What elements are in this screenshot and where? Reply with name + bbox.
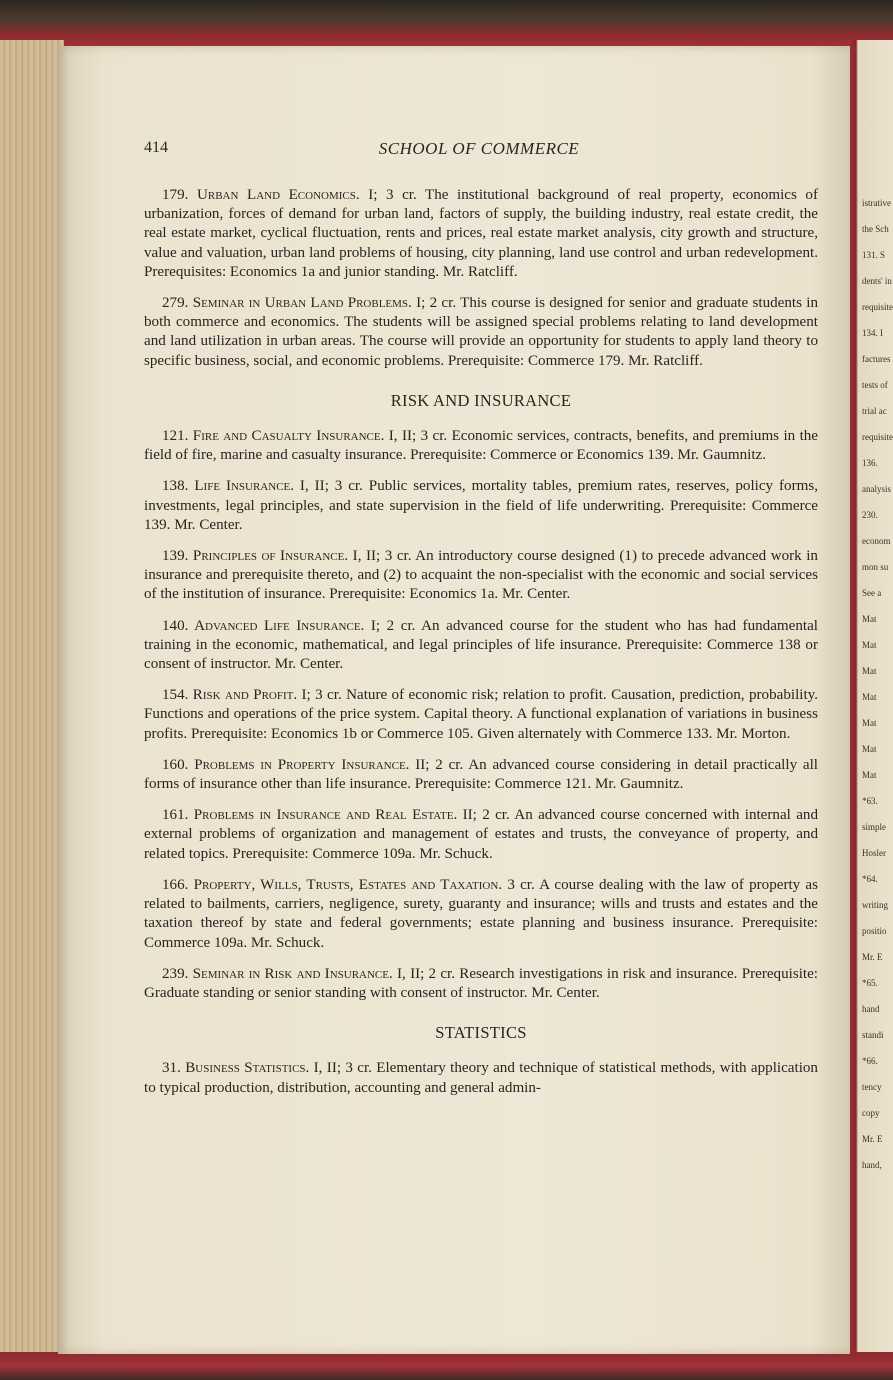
margin-fragment: Hosler: [862, 848, 886, 858]
margin-fragment: tests of: [862, 380, 888, 390]
course-title: 179. Urban Land Economics.: [162, 187, 360, 203]
margin-fragment: *64.: [862, 874, 878, 884]
course-title: 31. Business Statistics.: [162, 1060, 310, 1077]
course-entry: [144, 686, 818, 744]
margin-fragment: tency: [862, 1082, 882, 1092]
margin-fragment: See a: [862, 588, 882, 598]
margin-fragment: Mat: [862, 666, 877, 676]
margin-fragment: istrative: [862, 198, 891, 208]
course-title: 279. Seminar in Urban Land Problems.: [162, 295, 412, 312]
course-title: 139. Principles of Insurance.: [162, 548, 349, 565]
margin-fragment: the Sch: [862, 224, 889, 234]
course-entry: [144, 756, 818, 794]
margin-fragment: Mat: [862, 770, 877, 780]
course-title: 166. Property, Wills, Trusts, Estates and Taxation.: [162, 876, 503, 893]
margin-fragment: writing: [862, 900, 888, 910]
page-header: [144, 139, 814, 163]
margin-fragment: trial ac: [862, 406, 887, 416]
margin-fragment: mon su: [862, 562, 889, 572]
urban-land-courses: [144, 186, 818, 371]
book-page: [58, 46, 850, 1354]
statistics-courses: [144, 1059, 818, 1097]
course-description: I; 2 cr. This course is designed for senior and graduate students in both commerce and economics. The students will be assigned special problems relating to land development and land utilization in urban areas. The course will provide an opportunity for students to apply land theory to specific business, social, and economic problems. Prerequisite: Commerce 179. Mr. Ratcliff.: [144, 295, 818, 369]
course-entry: [144, 617, 818, 675]
page-stack-left: [0, 40, 64, 1360]
facing-page-fragments: [862, 190, 893, 1170]
margin-fragment: requisite: [862, 302, 893, 312]
course-description: I, II; 3 cr. Elementary theory and technique of statistical methods, with application to typical production, distribution, accounting and general admin-: [144, 1060, 818, 1096]
margin-fragment: 134. I: [862, 328, 883, 338]
book-binding-top: [0, 0, 893, 48]
course-title: 154. Risk and Profit.: [162, 687, 298, 704]
course-description: I, II; 3 cr. An introductory course designed (1) to precede advanced work in insurance and prerequisite thereto, and (2) to acquaint the non-specialist with the economic and social services of the institution of insurance. Prerequisite: Economics 1a. Mr. Center.: [144, 548, 818, 603]
course-entry: [144, 965, 818, 1003]
course-title: 138. Life Insurance.: [162, 478, 295, 495]
course-entry: [144, 294, 818, 371]
course-description: I; 3 cr. Nature of economic risk; relation to profit. Causation, prediction, probability. Functions and operations of the price system. Capital theory. A functional explanation of variations in business profits. Prerequisite: Economics 1b or Commerce 105. Given alternately with Commerce 133. Mr. Morton.: [144, 687, 818, 742]
course-entry: [144, 186, 818, 282]
margin-fragment: hand,: [862, 1160, 882, 1170]
course-entry: [144, 806, 818, 864]
course-title: 140. Advanced Life Insurance.: [162, 617, 365, 634]
margin-fragment: 230.: [862, 510, 878, 520]
margin-fragment: *63.: [862, 796, 878, 806]
margin-fragment: econom: [862, 536, 891, 546]
margin-fragment: Mat: [862, 640, 877, 650]
margin-fragment: Mat: [862, 692, 877, 702]
margin-fragment: hand: [862, 1004, 880, 1014]
margin-fragment: Mr. E: [862, 952, 883, 962]
course-title: 161. Problems in Insurance and Real Estate.: [162, 807, 458, 824]
course-entry: [144, 477, 818, 535]
margin-fragment: dents' in: [862, 276, 892, 286]
course-description: I; 2 cr. An advanced course for the student who has had fundamental training in the economic, mathematical, and legal principles of life insurance. Prerequisite: Commerce 138 or consent of instructor. Mr. Center.: [144, 617, 819, 673]
course-description: I; 3 cr. The institutional background of real property, economics of urbanization, forces of demand for urban land, factors of supply, the building industry, real estate credit, the real estate market, cyclical fluctuation, rents and prices, real estate market analysis, city growth and structure, value and valuation, urban land problems of housing, city planning, land use control and urban redevelopment. Prerequisites: Economics 1a and junior standing. Mr. Ratcliff.: [144, 187, 818, 280]
course-title: 160. Problems in Property Insurance.: [162, 756, 410, 773]
course-description: I, II; 3 cr. Public services, mortality tables, premium rates, reserves, policy forms, investments, legal principles, and state supervision in the field of life underwriting. Prerequisite: Commerce 139. Mr. Center.: [144, 478, 818, 533]
course-entry: [144, 1059, 818, 1097]
insurance-courses: [144, 427, 818, 1003]
margin-fragment: Mat: [862, 744, 877, 754]
margin-fragment: *65.: [862, 978, 878, 988]
margin-fragment: simple: [862, 822, 886, 832]
margin-fragment: 136.: [862, 458, 878, 468]
page-content: [144, 186, 818, 1110]
margin-fragment: requisite: [862, 432, 893, 442]
course-title: 121. Fire and Casualty Insurance.: [162, 428, 385, 445]
page-number: 414: [144, 139, 168, 156]
margin-fragment: 131. S: [862, 250, 886, 260]
course-description: II; 2 cr. An advanced course concerned with internal and external problems of organization and management of estates and trusts, the conveyance of property, and related topics. Prerequisite: Commerce 109a. Mr. Schuck.: [144, 807, 818, 862]
margin-fragment: standi: [862, 1030, 884, 1040]
course-description: I, II; 2 cr. Research investigations in risk and insurance. Prerequisite: Graduate standing or senior standing with consent of instructor. Mr. Center.: [144, 965, 818, 1001]
margin-fragment: positio: [862, 926, 887, 936]
course-entry: [144, 427, 818, 465]
course-entry: [144, 547, 818, 605]
margin-fragment: *66.: [862, 1056, 878, 1066]
margin-fragment: copy: [862, 1108, 880, 1118]
course-description: I, II; 3 cr. Economic services, contracts, benefits, and premiums in the field of fire, marine and casualty insurance. Prerequisite: Commerce or Economics 139. Mr. Gaumnitz.: [144, 428, 819, 464]
margin-fragment: Mat: [862, 614, 877, 624]
margin-fragment: factures: [862, 354, 891, 364]
running-title: SCHOOL OF COMMERCE: [378, 139, 580, 158]
margin-fragment: analysis: [862, 484, 891, 494]
course-description: 3 cr. A course dealing with the law of property as related to bailments, carriers, negligence, surety, guaranty and insurance; wills and trusts and estates and the taxation thereof by state and federal governments; estate planning and business insurance. Prerequisite: Commerce 109a. Mr. Schuck.: [144, 876, 819, 951]
section-heading-risk: RISK AND INSURANCE: [390, 390, 572, 410]
margin-fragment: Mr. E: [862, 1134, 883, 1144]
book-binding-bottom: [0, 1352, 893, 1380]
course-description: II; 2 cr. An advanced course considering in detail practically all forms of insurance other than life insurance. Prerequisite: Commerce 121. Mr. Gaumnitz.: [144, 756, 818, 793]
margin-fragment: Mat: [862, 718, 877, 728]
course-entry: [144, 876, 818, 953]
section-heading-statistics: STATISTICS: [435, 1023, 527, 1043]
course-title: 239. Seminar in Risk and Insurance.: [162, 965, 393, 982]
